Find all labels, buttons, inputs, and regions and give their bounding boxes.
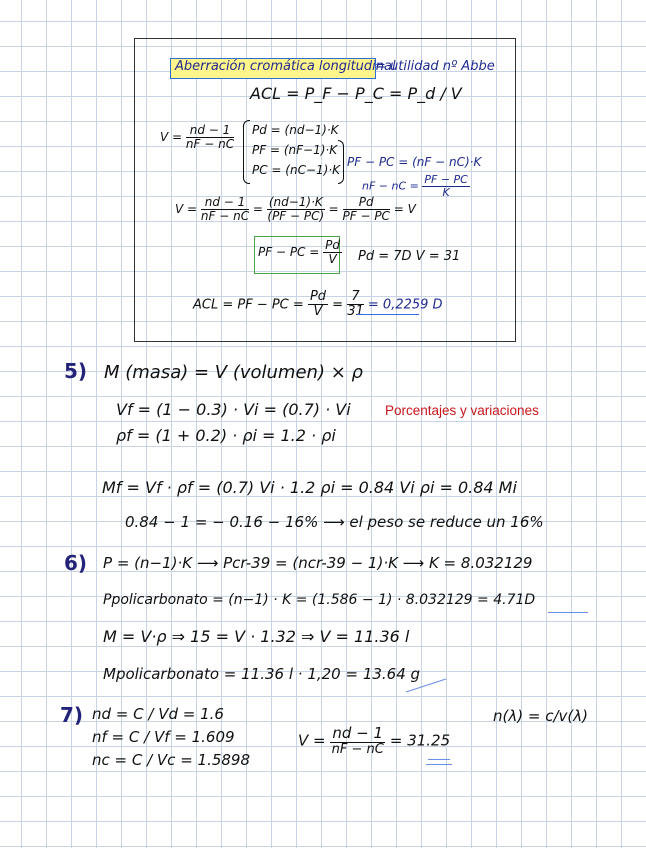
- boxed-lhs: PF − PC =: [258, 245, 320, 260]
- percent-note: Porcentajes y variaciones: [385, 403, 539, 418]
- acl-num-1: Pd: [309, 289, 327, 304]
- problem-5-number: 5): [64, 359, 88, 383]
- p5-line-2: Vf = (1 − 0.3) · Vi = (0.7) · Vi: [116, 400, 351, 419]
- p7-v-lhs: V =: [298, 731, 326, 750]
- p6-line-2: Ppolicarbonato = (n−1) · K = (1.586 − 1) · 8.032129 = 4.71D: [103, 592, 536, 608]
- side-note-2-den: K: [442, 186, 450, 200]
- p7-line-2: nf = C / Vf = 1.609: [92, 728, 235, 746]
- p6-line-4: Mpolicarbonato = 11.36 l · 1,20 = 13.64 g: [103, 665, 421, 683]
- v-chain-frac-1: [201, 196, 249, 223]
- p7-abbe-formula: [298, 725, 450, 757]
- acl-result-underline: [357, 314, 419, 315]
- acl-frac-2: [347, 290, 364, 320]
- side-note-1: PF − PC = (nF − nC)·K: [347, 155, 482, 169]
- acl-formula: ACL = P_F − P_C = P_d / V: [250, 84, 462, 103]
- v-chain-end: = V: [393, 202, 416, 217]
- p5-line-1: M (masa) = V (volumen) × ρ: [104, 362, 363, 383]
- p7-line-3: nc = C / Vc = 1.5898: [92, 751, 251, 769]
- p7-v-fraction: [330, 725, 385, 757]
- p6-result-underline: [548, 612, 588, 613]
- v-chain-den-3: PF − PC: [342, 209, 390, 224]
- v-chain-num-3: Pd: [343, 196, 390, 210]
- side-note-2-fraction: [422, 174, 469, 199]
- v-chain-den-1: nF − nC: [200, 209, 250, 224]
- p7-line-1: nd = C / Vd = 1.6: [92, 705, 224, 723]
- boxed-num: Pd: [325, 238, 340, 252]
- abbe-definition: [160, 124, 234, 151]
- v-chain-frac-2: [267, 196, 325, 223]
- acl-den-1: V: [313, 304, 323, 320]
- v-chain: V = $\frac{nd - 1}{nF - nC}$ = $\frac{(nd-1)\cdot K}{(PF - PC)}$ = $\frac{Pd}{PF - PC}$ = V: [175, 195, 416, 224]
- p7-v-den: nF − nC: [331, 741, 384, 757]
- boxed-formula: [258, 239, 342, 266]
- p7-v-result: = 31.25: [389, 731, 451, 750]
- brace-line-c: PC = (nC−1)·K: [252, 163, 341, 177]
- v-def-lhs: V =: [160, 130, 183, 145]
- v-chain-num-1: nd − 1: [201, 196, 249, 210]
- brace-line-f: PF = (nF−1)·K: [252, 143, 338, 157]
- acl-lhs: ACL = PF − PC =: [193, 297, 304, 313]
- p5-line-5: 0.84 − 1 = − 0.16 − 16% ⟶ el peso se reduce un 16%: [125, 513, 544, 531]
- side-note-2-num: PF − PC: [424, 173, 468, 186]
- p7-v-num: nd − 1: [332, 724, 384, 742]
- acl-num-2: 7: [347, 290, 364, 305]
- boxed-fraction: [323, 239, 342, 266]
- v-def-num: nd − 1: [186, 124, 234, 138]
- problem-6-number: 6): [64, 551, 88, 575]
- v-chain-frac-3: [343, 196, 390, 223]
- p7-aside: n(λ) = c/v(λ): [493, 707, 588, 725]
- p6-line-1: P = (n−1)·K ⟶ Pcr-39 = (ncr-39 − 1)·K ⟶ K = 8.032129: [103, 554, 533, 572]
- acl-den-2: 31: [347, 304, 364, 320]
- v-chain-den-2: (PF − PC): [267, 209, 325, 224]
- title-rest-text: = utilidad nº Abbe: [375, 59, 495, 74]
- p5-line-4: Mf = Vf · ρf = (0.7) Vi · 1.2 ρi = 0.84 Vi ρi = 0.84 Mi: [102, 478, 517, 497]
- left-brace: [243, 120, 250, 184]
- problem-7-number: 7): [60, 703, 84, 727]
- side-note-2-lhs: nF − nC =: [362, 179, 419, 193]
- given-values: Pd = 7D V = 31: [358, 249, 461, 264]
- v-def-den: nF − nC: [185, 137, 235, 152]
- title-highlight-text: Aberración cromática longitudinal: [175, 59, 396, 74]
- acl-result: = 0,2259 D: [367, 297, 443, 313]
- right-brace: [338, 140, 344, 184]
- v-chain-num-2: (nd−1)·K: [268, 195, 323, 209]
- acl-frac-1: [308, 290, 328, 320]
- p7-result-underline-1: [428, 759, 450, 760]
- p7-result-underline-2: [426, 764, 452, 765]
- p6-line-3: M = V·ρ ⇒ 15 = V · 1.32 ⇒ V = 11.36 l: [103, 627, 410, 646]
- v-def-fraction: [186, 124, 234, 151]
- acl-computation: ACL = PF − PC = $\frac{Pd}{V}$ = $\frac{7}{31}$ = 0,2259 D: [193, 289, 443, 320]
- p5-line-3: ρf = (1 + 0.2) · ρi = 1.2 · ρi: [116, 426, 336, 445]
- brace-line-d: Pd = (nd−1)·K: [252, 123, 339, 137]
- boxed-den: V: [328, 252, 337, 267]
- v-chain-lhs: V =: [175, 202, 198, 217]
